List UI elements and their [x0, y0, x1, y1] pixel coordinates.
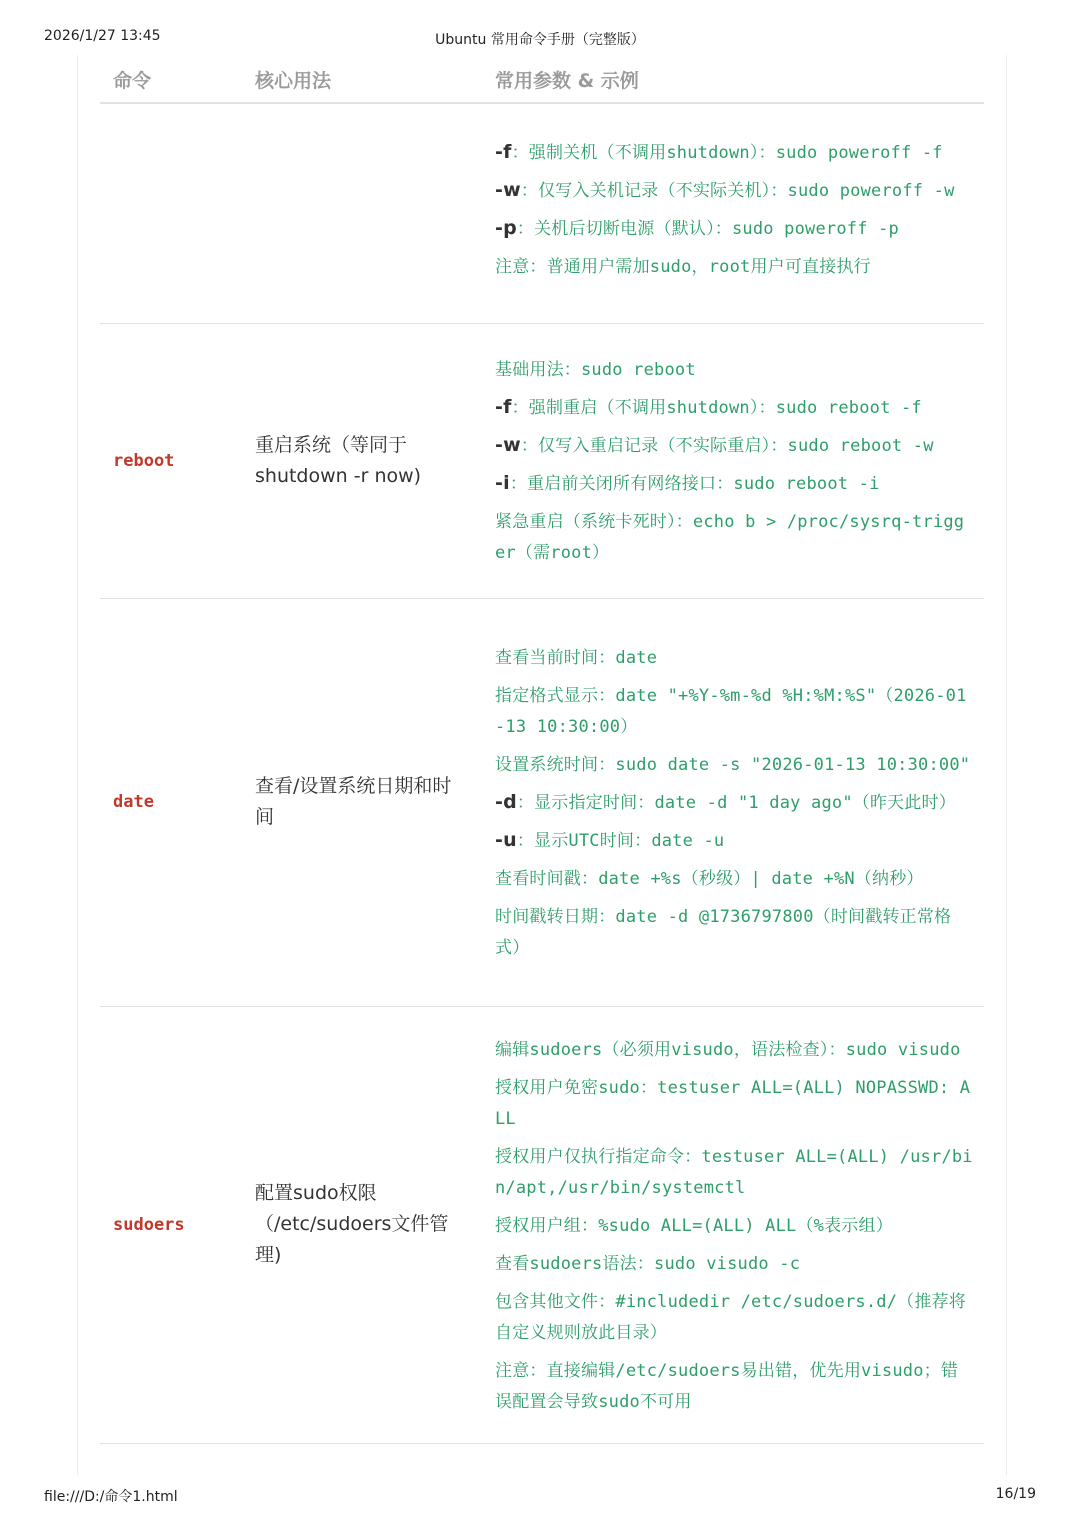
param-line	[495, 863, 974, 895]
param-line	[495, 251, 974, 283]
print-date: 2026/1/27 13:45	[44, 28, 161, 44]
param-text: 指定格式显示：date "+%Y-%m-%d %H:%M:%S"（2026-01-13 10:30:00）	[495, 686, 967, 737]
param-flag: -p	[495, 217, 517, 240]
command-usage	[242, 103, 482, 323]
param-text: 查看sudoers语法：sudo visudo -c	[495, 1253, 801, 1274]
print-header	[0, 26, 1080, 50]
command-params	[482, 103, 984, 323]
param-line	[495, 680, 974, 743]
param-line	[495, 901, 974, 964]
header-command: 命令	[100, 56, 242, 103]
command-params	[482, 1006, 984, 1443]
param-flag: -i	[495, 472, 510, 494]
print-title: Ubuntu 常用命令手册（完整版）	[435, 32, 645, 48]
param-flag: -f	[495, 141, 512, 164]
param-text: 紧急重启（系统卡死时）：echo b > /proc/sysrq-trigger（需root）	[495, 512, 965, 563]
param-text: 时间戳转日期：date -d @1736797800（时间戳转正常格式）	[495, 907, 952, 958]
param-line	[495, 1072, 974, 1135]
param-text: 授权用户组：%sudo ALL=(ALL) ALL（%表示组）	[495, 1215, 893, 1236]
table-row	[100, 1006, 984, 1443]
param-text: 设置系统时间：sudo date -s "2026-01-13 10:30:00"	[495, 755, 971, 775]
command-usage: 查看/设置系统日期和时间	[242, 598, 482, 1006]
param-flag: -d	[495, 791, 517, 813]
param-text: 授权用户仅执行指定命令：testuser ALL=(ALL) /usr/bin/apt,/usr/bin/systemctl	[495, 1146, 973, 1198]
command-params	[482, 323, 984, 598]
param-line	[495, 1248, 974, 1280]
command-name: sudoers	[100, 1006, 242, 1443]
param-line	[495, 1141, 974, 1204]
param-line	[495, 506, 974, 569]
param-text: ：仅写入重启记录（不实际重启）：sudo reboot -w	[520, 436, 934, 456]
param-text: ：强制重启（不调用shutdown）：sudo reboot -f	[511, 398, 922, 418]
param-text: ：关机后切断电源（默认）：sudo poweroff -p	[516, 219, 899, 240]
param-line	[495, 354, 974, 386]
page-number: 16/19	[995, 1486, 1036, 1502]
print-url: file:///D:/命令1.html	[44, 1489, 178, 1505]
param-text: 查看时间戳：date +%s（秒级）| date +%N（纳秒）	[495, 869, 924, 889]
param-text: 授权用户免密sudo：testuser ALL=(ALL) NOPASSWD: ALL	[495, 1077, 971, 1129]
param-flag: -w	[495, 179, 521, 202]
param-text: 编辑sudoers（必须用visudo，语法检查）：sudo visudo	[495, 1039, 961, 1060]
param-text: ：仅写入关机记录（不实际关机）：sudo poweroff -w	[520, 181, 955, 202]
param-text: 查看当前时间：date	[495, 648, 658, 668]
command-usage: 重启系统（等同于shutdown -r now)	[242, 323, 482, 598]
table-row	[100, 103, 984, 323]
table-row	[100, 598, 984, 1006]
command-name	[100, 103, 242, 323]
command-name: reboot	[100, 323, 242, 598]
param-line	[495, 1286, 974, 1349]
header-params: 常用参数 & 示例	[482, 56, 984, 103]
param-text: 注意：直接编辑/etc/sudoers易出错，优先用visudo；错误配置会导致sudo不可用	[495, 1360, 959, 1412]
param-line	[495, 430, 974, 462]
command-params	[482, 598, 984, 1006]
command-table	[100, 56, 984, 1444]
param-line	[495, 137, 974, 169]
param-line	[495, 749, 974, 781]
param-line	[495, 213, 974, 245]
param-text: ：显示UTC时间：date -u	[516, 831, 725, 851]
param-text: 基础用法：sudo reboot	[495, 360, 696, 380]
command-usage: 配置sudo权限（/etc/sudoers文件管理)	[242, 1006, 482, 1443]
command-name: date	[100, 598, 242, 1006]
table-header-row	[100, 56, 984, 103]
param-line	[495, 392, 974, 424]
header-usage: 核心用法	[242, 56, 482, 103]
table-row	[100, 323, 984, 598]
param-text: 注意：普通用户需加sudo，root用户可直接执行	[495, 257, 871, 278]
param-text: ：重启前关闭所有网络接口：sudo reboot -i	[509, 474, 880, 494]
param-line	[495, 175, 974, 207]
param-text: 包含其他文件：#includedir /etc/sudoers.d/（推荐将自定义规则放此目录）	[495, 1291, 966, 1343]
param-text: ：强制关机（不调用shutdown）：sudo poweroff -f	[511, 143, 943, 164]
param-line	[495, 468, 974, 500]
param-line	[495, 1034, 974, 1066]
param-flag: -f	[495, 396, 512, 418]
param-text: ：显示指定时间：date -d "1 day ago"（昨天此时）	[516, 793, 956, 813]
param-line	[495, 825, 974, 857]
param-line	[495, 642, 974, 674]
param-line	[495, 1355, 974, 1418]
param-line	[495, 787, 974, 819]
param-flag: -w	[495, 434, 521, 456]
param-line	[495, 1210, 974, 1242]
param-flag: -u	[495, 829, 517, 851]
